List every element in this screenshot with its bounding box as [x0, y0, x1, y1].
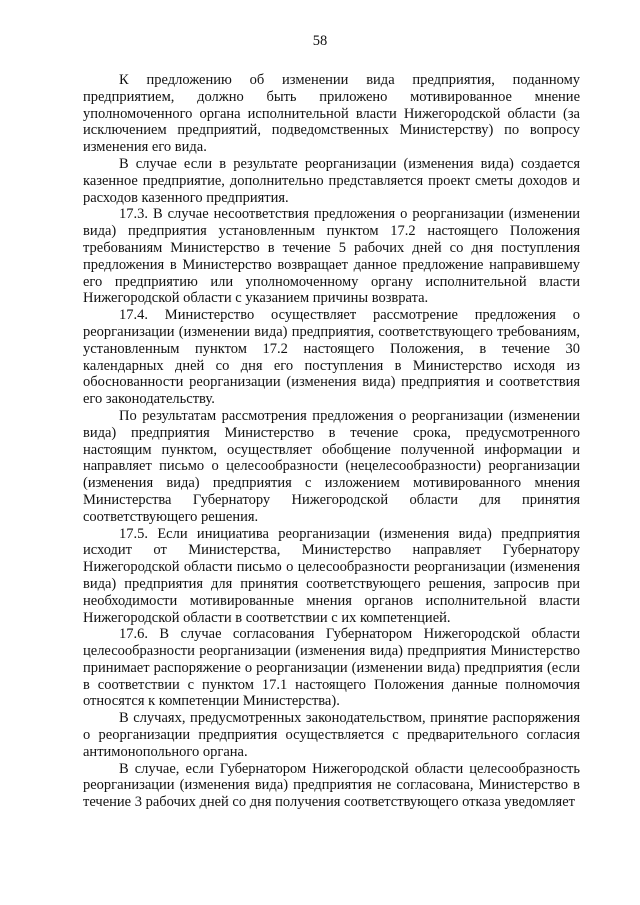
paragraph: 17.5. Если инициатива реорганизации (изменения вида) предприятия исходит от Министерства, Министерство направляет Губернатору Нижегородской области письмо о целесообразности реорганизации (изменения вида) предприятия для принятия соответствующего решения, запросив при необходимости мотивированные мнения органов исполнительной власти Нижегородской области в соответствии с их компетенцией.: [83, 525, 580, 626]
paragraph: К предложению об изменении вида предприятия, поданному предприятием, должно быть приложено мотивированное мнение уполномоченного органа исполнительной власти Нижегородской области (за исключением предприятий, подведомственных Министерству) по вопросу изменения его вида.: [83, 72, 580, 156]
paragraph: По результатам рассмотрения предложения о реорганизации (изменении вида) предприятия Министерство в течение срока, предусмотренного настоящим пунктом, осуществляет обобщение полученной информации и направляет письмо о целесообразности (нецелесообразности) реорганизации (изменения вида) предприятия с изложением мотивированного мнения Министерства Губернатору Нижегородской области для принятия соответствующего решения.: [83, 407, 580, 525]
paragraph: В случаях, предусмотренных законодательством, принятие распоряжения о реорганизации предприятия осуществляется с предварительного согласия антимонопольного органа.: [83, 710, 580, 760]
paragraph: 17.4. Министерство осуществляет рассмотрение предложения о реорганизации (изменении вида) предприятия, соответствующего требованиям, установленным пунктом 17.2 настоящего Положения, в течение 30 календарных дней со дня его поступления в Министерство исходя из обоснованности реорганизации (изменения вида) предприятия и соответствия его законодательству.: [83, 307, 580, 408]
page-number: 58: [312, 33, 328, 49]
paragraph: В случае, если Губернатором Нижегородской области целесообразность реорганизации (изменения вида) предприятия не согласована, Министерство в течение 3 рабочих дней со дня получения соответствующего отказа уведомляет: [83, 760, 580, 811]
document-body: [83, 72, 580, 811]
paragraph: 17.3. В случае несоответствия предложения о реорганизации (изменении вида) предприятия установленным пунктом 17.2 настоящего Положения требованиям Министерство в течение 5 рабочих дней со дня поступления предложения в Министерство возвращает данное предложение направившему его предприятию или уполномоченному органу исполнительной власти Нижегородской области с указанием причины возврата.: [83, 206, 580, 307]
paragraph: В случае если в результате реорганизации (изменения вида) создается казенное предприятие, дополнительно представляется проект сметы доходов и расходов казенного предприятия.: [83, 155, 580, 206]
paragraph: 17.6. В случае согласования Губернатором Нижегородской области целесообразности реорганизации (изменения вида) предприятия Министерство принимает распоряжение о реорганизации (изменении вида) предприятия (если в соответствии с пунктом 17.1 настоящего Положения данные полномочия относятся к компетенции Министерства).: [83, 626, 580, 710]
